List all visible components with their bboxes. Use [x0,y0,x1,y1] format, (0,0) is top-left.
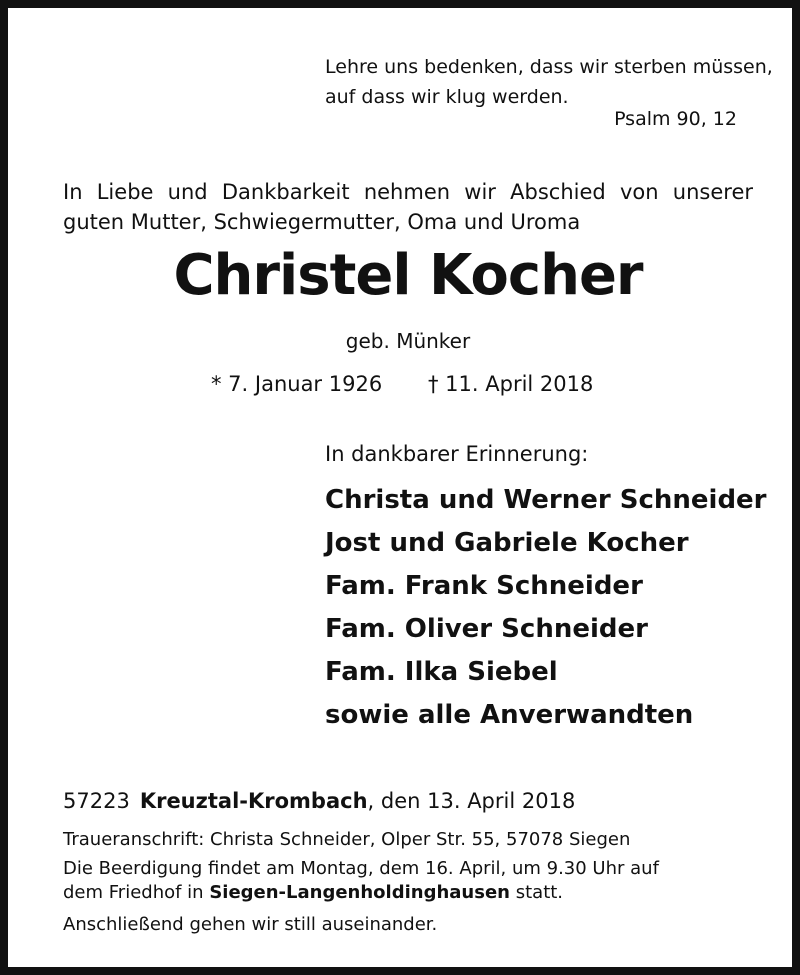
mourner-name: Fam. Oliver Schneider [325,614,648,644]
funeral-location: Siegen-Langenholdinghausen [209,882,510,903]
notice-date: , den 13. April 2018 [367,789,576,813]
verse-line-1: Lehre uns bedenken, dass wir sterben müssen, [325,56,773,78]
funeral-line-1: Die Beerdigung findet am Montag, dem 16. April, um 9.30 Uhr auf [63,858,659,879]
birth-date: * 7. Januar 1926 [211,372,383,396]
memory-label: In dankbarer Erinnerung: [325,442,589,466]
verse-line-2: auf dass wir klug werden. [325,86,569,108]
intro-line-2: guten Mutter, Schwiegermutter, Oma und Uroma [63,210,581,234]
place-name: Kreuztal-Krombach [139,789,368,813]
mourner-name: Fam. Ilka Siebel [325,657,558,687]
mourner-name: Jost und Gabriele Kocher [325,528,689,558]
death-date: † 11. April 2018 [428,372,594,396]
funeral-line-2-post: statt. [510,882,564,903]
verse-reference: Psalm 90, 12 [614,108,737,130]
place-date-line [63,789,575,813]
mourner-name: Fam. Frank Schneider [325,571,643,601]
mourner-name: sowie alle Anverwandten [325,700,694,730]
mourner-name: Christa und Werner Schneider [325,485,767,515]
closing-line: Anschließend gehen wir still auseinander. [63,914,438,935]
mourning-address: Traueranschrift: Christa Schneider, Olper Str. 55, 57078 Siegen [63,829,631,850]
intro-line-1: In Liebe und Dankbarkeit nehmen wir Abschied von unserer [63,180,753,204]
funeral-line-2-pre: dem Friedhof in [63,882,210,903]
postcode: 57223 [63,789,130,813]
mourners-list [325,479,767,737]
deceased-name: Christel Kocher [173,243,643,308]
birth-name: geb. Münker [345,329,471,353]
funeral-line-2 [63,881,659,905]
funeral-info [63,857,659,905]
